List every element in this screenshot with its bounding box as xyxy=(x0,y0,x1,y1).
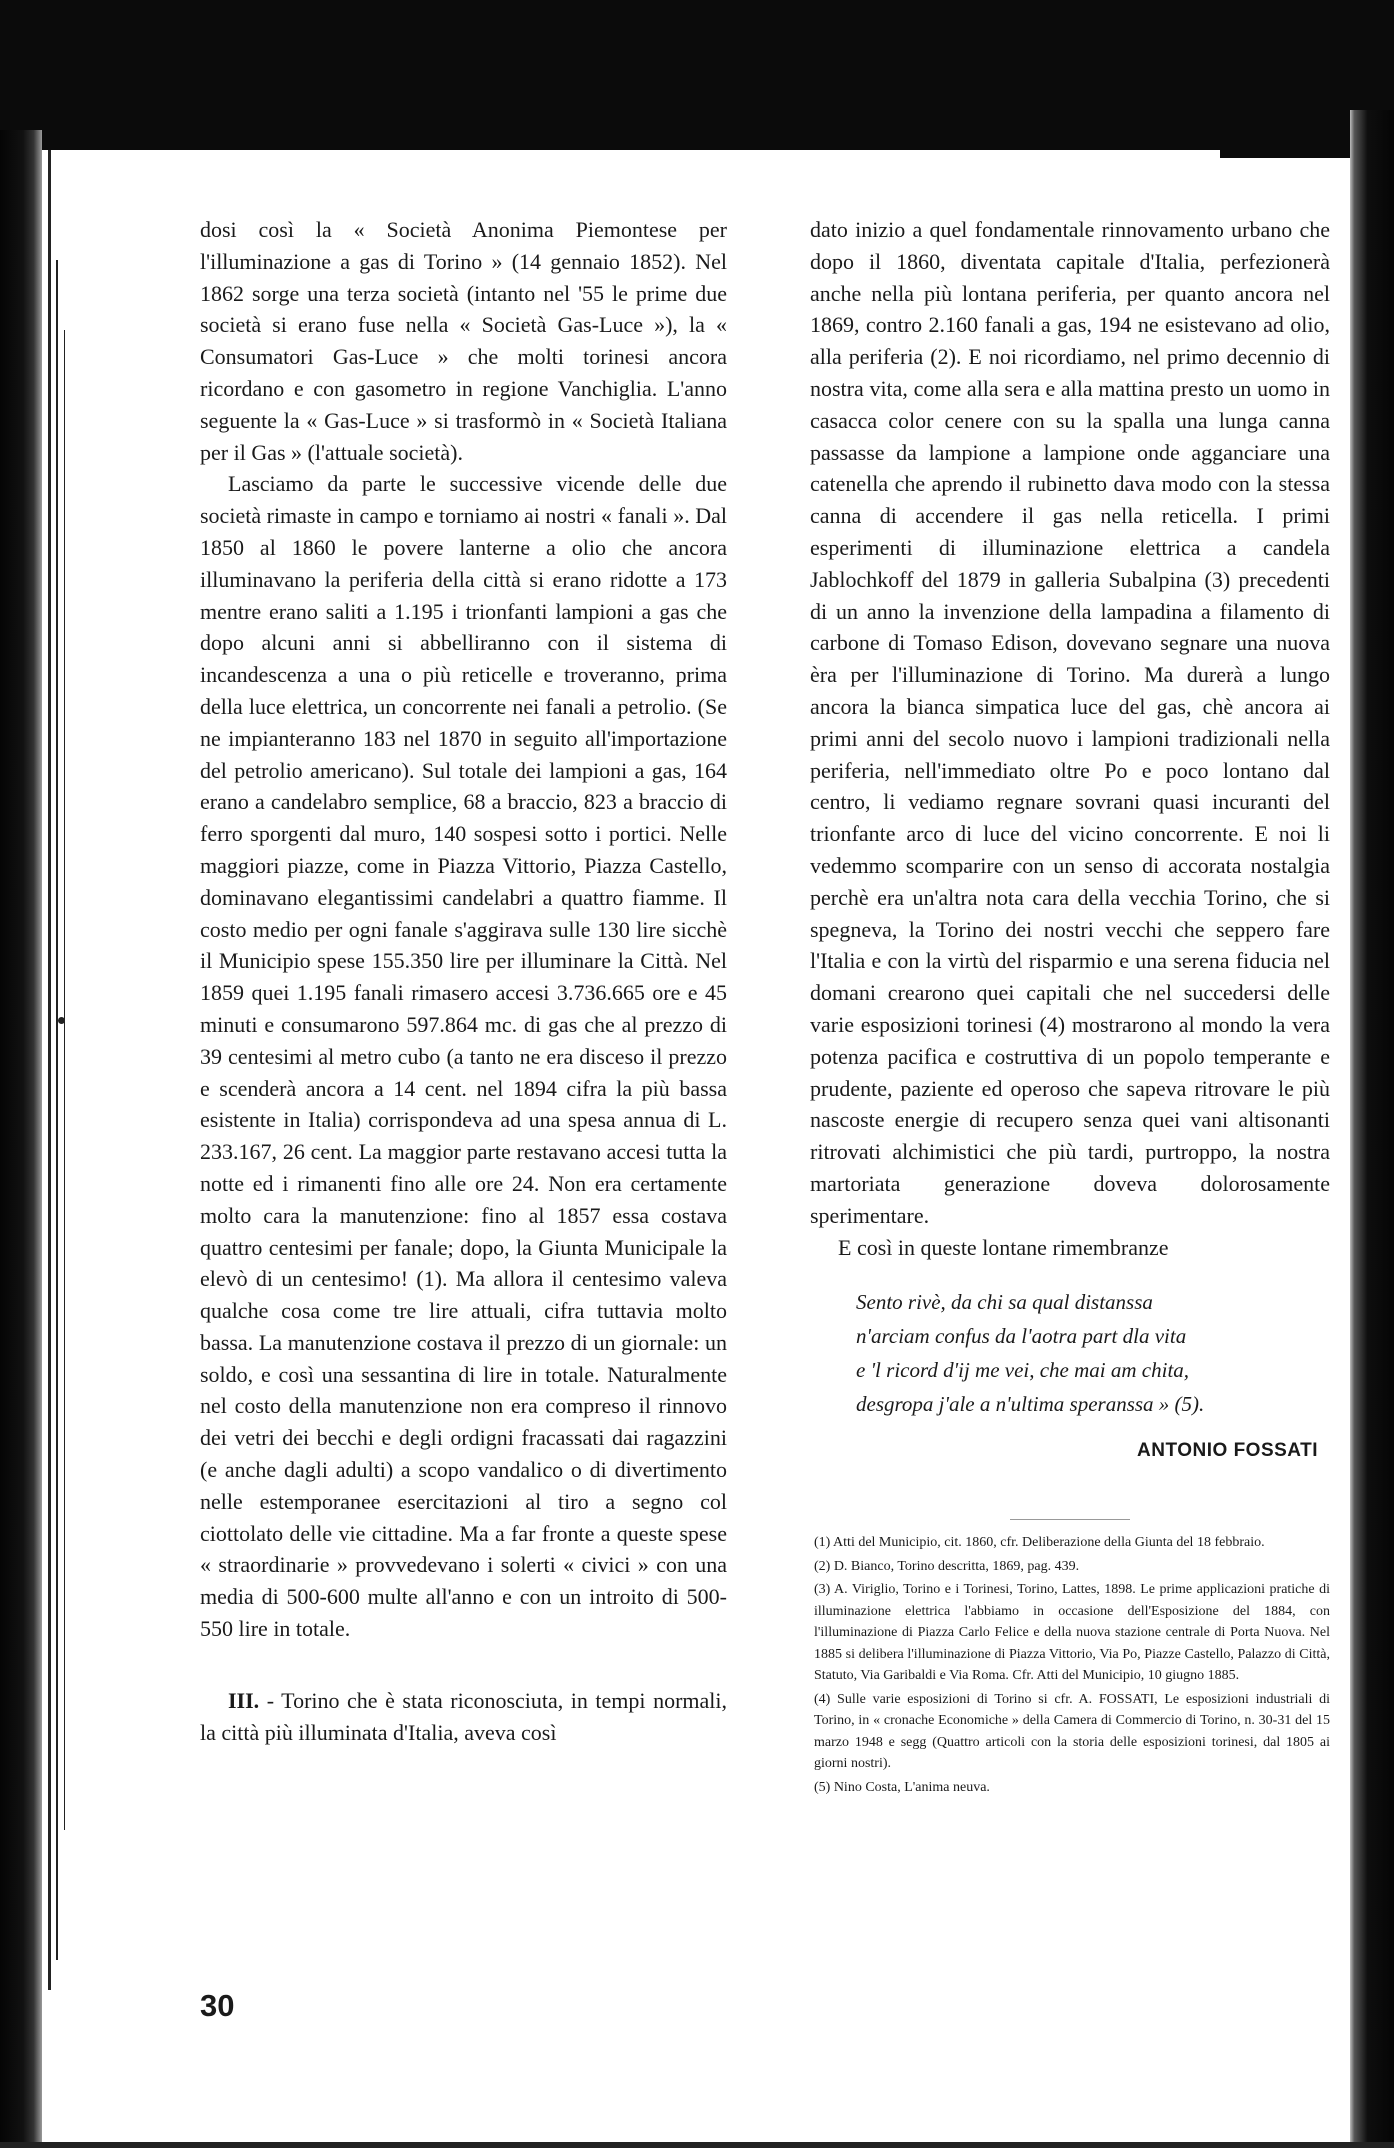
author-signature: ANTONIO FOSSATI xyxy=(1137,1440,1318,1462)
section-text: - Torino che è stata riconosciuta, in tempi normali, la città più illuminata d'Italia, aveva così xyxy=(200,1687,727,1745)
footnote: (3) A. Viriglio, Torino e i Torinesi, Torino, Lattes, 1898. Le prime applicazioni pratiche di illuminazione elettrica l'abbiamo in occasione dell'Esposizione del 1884, con l'illuminazione di Piazza Carlo Felice e della nuova stazione centrale di Porta Nuova. Nel 1885 si delibera l'illuminazione di Piazza Vittorio, Via Po, Piazze Castello, Palazzo di Città, Statuto, Via Garibaldi e Via Roma. Cfr. Atti del Municipio, 10 giugno 1885. xyxy=(814,1582,1330,1684)
poem-line: desgropa j'ale a n'ultima speranssa » (5). xyxy=(856,1392,1205,1417)
footnote: (1) Atti del Municipio, cit. 1860, cfr. Deliberazione della Giunta del 18 febbraio. xyxy=(814,1535,1265,1551)
poem-line: Sento rivè, da chi sa qual distanssa xyxy=(856,1290,1153,1315)
margin-mark xyxy=(58,1017,65,1024)
left-paragraph-3 xyxy=(200,1685,727,1749)
footnote: (2) D. Bianco, Torino descritta, 1869, pag. 439. xyxy=(814,1558,1080,1574)
footnotes xyxy=(810,1532,1330,1798)
poem-line: n'arciam confus da l'aotra part dla vita xyxy=(856,1324,1187,1349)
left-paragraph-1: dosi così la « Società Anonima Piemontese per l'illuminazione a gas di Torino » (14 gennaio 1852). Nel 1862 sorge una terza società (intanto nel '55 le prime due società si erano fuse nella « Società Gas-Luce »), la « Consumatori Gas-Luce » che molti torinesi ancora ricordano e con gasometro in regione Vanchiglia. L'anno seguente la « Gas-Luce » si trasformò in « Società Italiana per il Gas » (l'attuale società). xyxy=(200,217,727,465)
page-number: 30 xyxy=(200,1988,235,2023)
footnote: (4) Sulle varie esposizioni di Torino si cfr. A. FOSSATI, Le esposizioni industriali di Torino, in « cronache Economiche » della Camera di Commercio di Torino, n. 30-31 del 15 marzo 1948 e segg (Quattro articoli con la storia delle esposizioni torinesi, dal 1805 ai giorni nostri). xyxy=(814,1691,1330,1772)
scan-left-streak xyxy=(64,330,65,1830)
section-number: III. xyxy=(228,1687,260,1713)
scan-left-streak xyxy=(48,150,51,1990)
scan-top-border xyxy=(0,0,1394,150)
left-column xyxy=(200,214,727,1748)
footnote: (5) Nino Costa, L'anima neuva. xyxy=(814,1779,990,1795)
poem-line: e 'l ricord d'ij me vei, che mai am chita, xyxy=(856,1358,1190,1383)
right-paragraph-1: dato inizio a quel fondamentale rinnovamento urbano che dopo il 1860, diventata capitale d'Italia, perfezionerà anche nella più lontana periferia, per quanto ancora nel 1869, contro 2.160 fanali a gas, 194 ne esistevano ad olio, alla periferia (2). E noi ricordiamo, nel primo decennio di nostra vita, come alla sera e alla mattina presto un uomo in casacca color cenere con su la spalla una lunga canna passasse da lampione a lampione onde agganciare una catenella che aprendo il rubinetto dava modo con la stessa canna di accendere il gas nella reticella. I primi esperimenti di illuminazione elettrica a candela Jablochkoff del 1879 in galleria Subalpina (3) precedenti di un anno la invenzione della lampadina a filamento di carbone di Tomaso Edison, dovevano segnare una nuova èra per l'illuminazione di Torino. Ma durerà a lungo ancora la bianca simpatica luce del gas, chè ancora ai primi anni del secolo nuovo i lampioni tradizionali nella periferia, nell'immediato oltre Po e poco lontano dal centro, li vediamo regnare sovrani quasi incuranti del trionfante arco di luce del vicino concorrente. E noi li vedemmo scomparire con un senso di accorata nostalgia perchè era un'altra nota cara della vecchia Torino, che si spegneva, la Torino dei nostri vecchi che seppero fare l'Italia e con la virtù del risparmio e una serena fiducia nel domani crearono quei capitali che nel succedersi delle varie esposizioni torinesi (4) mostrarono al mondo la vera potenza pacifica e costruttiva di un popolo temperante e prudente, paziente ed operoso che sapeva ritrovare le più nascoste energie di recupero senza quei vani altisonanti ritrovati alchimistici che più tardi, purtroppo, la nostra martoriata generazione doveva dolorosamente sperimentare. xyxy=(810,217,1330,1228)
scan-left-border xyxy=(0,130,42,2148)
footnotes-rule xyxy=(1010,1519,1130,1520)
scan-bottom-border xyxy=(0,2142,1394,2148)
scan-left-streak xyxy=(56,260,58,1960)
poem-quote xyxy=(856,1285,1330,1421)
right-column xyxy=(810,214,1330,1800)
right-paragraph-2: E così in queste lontane rimembranze xyxy=(838,1234,1169,1260)
scan-right-border xyxy=(1350,110,1394,2148)
left-paragraph-2: Lasciamo da parte le successive vicende delle due società rimaste in campo e torniamo ai nostri « fanali ». Dal 1850 al 1860 le povere lanterne a olio che ancora illuminavano la periferia della città si erano ridotte a 173 mentre erano saliti a 1.195 i trionfanti lampioni a gas che dopo alcuni anni si abbelliranno con il sistema di incandescenza a una o più reticelle e troveranno, prima della luce elettrica, un concorrente nei fanali a petrolio. (Se ne impianteranno 183 nel 1870 in seguito all'importazione del petrolio americano). Sul totale dei lampioni a gas, 164 erano a candelabro semplice, 68 a braccio, 823 a braccio di ferro sporgenti dal muro, 140 sospesi sotto i portici. Nelle maggiori piazze, come in Piazza Vittorio, Piazza Castello, dominavano elegantissimi candelabri a quattro fiamme. Il costo medio per ogni fanale s'aggirava sulle 130 lire sicchè il Municipio spese 155.350 lire per illuminare la Città. Nel 1859 quei 1.195 fanali rimasero accesi 3.736.665 ore e 45 minuti e consumarono 597.864 mc. di gas che al prezzo di 39 centesimi al metro cubo (a tanto ne era disceso il prezzo e scenderà ancora a 14 cent. nel 1894 cifra la più bassa esistente in Italia) corrispondeva ad una spesa annua di L. 233.167, 26 cent. La maggior parte restavano accesi tutta la notte ed i rimanenti fino alle ore 24. Non era certamente molto cara la manutenzione: fino al 1857 essa costava quattro centesimi per fanale; dopo, la Giunta Municipale la elevò di un centesimo! (1). Ma allora il centesimo valeva qualche cosa come tre lire attuali, cifra tuttavia molto bassa. La manutenzione costava il prezzo di un giornale: un soldo, e così una sessantina di lire in totale. Naturalmente nel costo della manutenzione non era compreso il rinnovo dei vetri dei becchi e degli ordigni fracassati dai ragazzini (e anche dagli adulti) a scopo vandalico o di divertimento nelle estemporanee esercitazioni al tiro a segno col ciottolato delle vie cittadine. Ma a far fronte a queste spese « straordinarie » provvedevano i solerti « civici » con una media di 500-600 multe all'anno e con un introito di 500-550 lire in totale. xyxy=(200,471,727,1642)
